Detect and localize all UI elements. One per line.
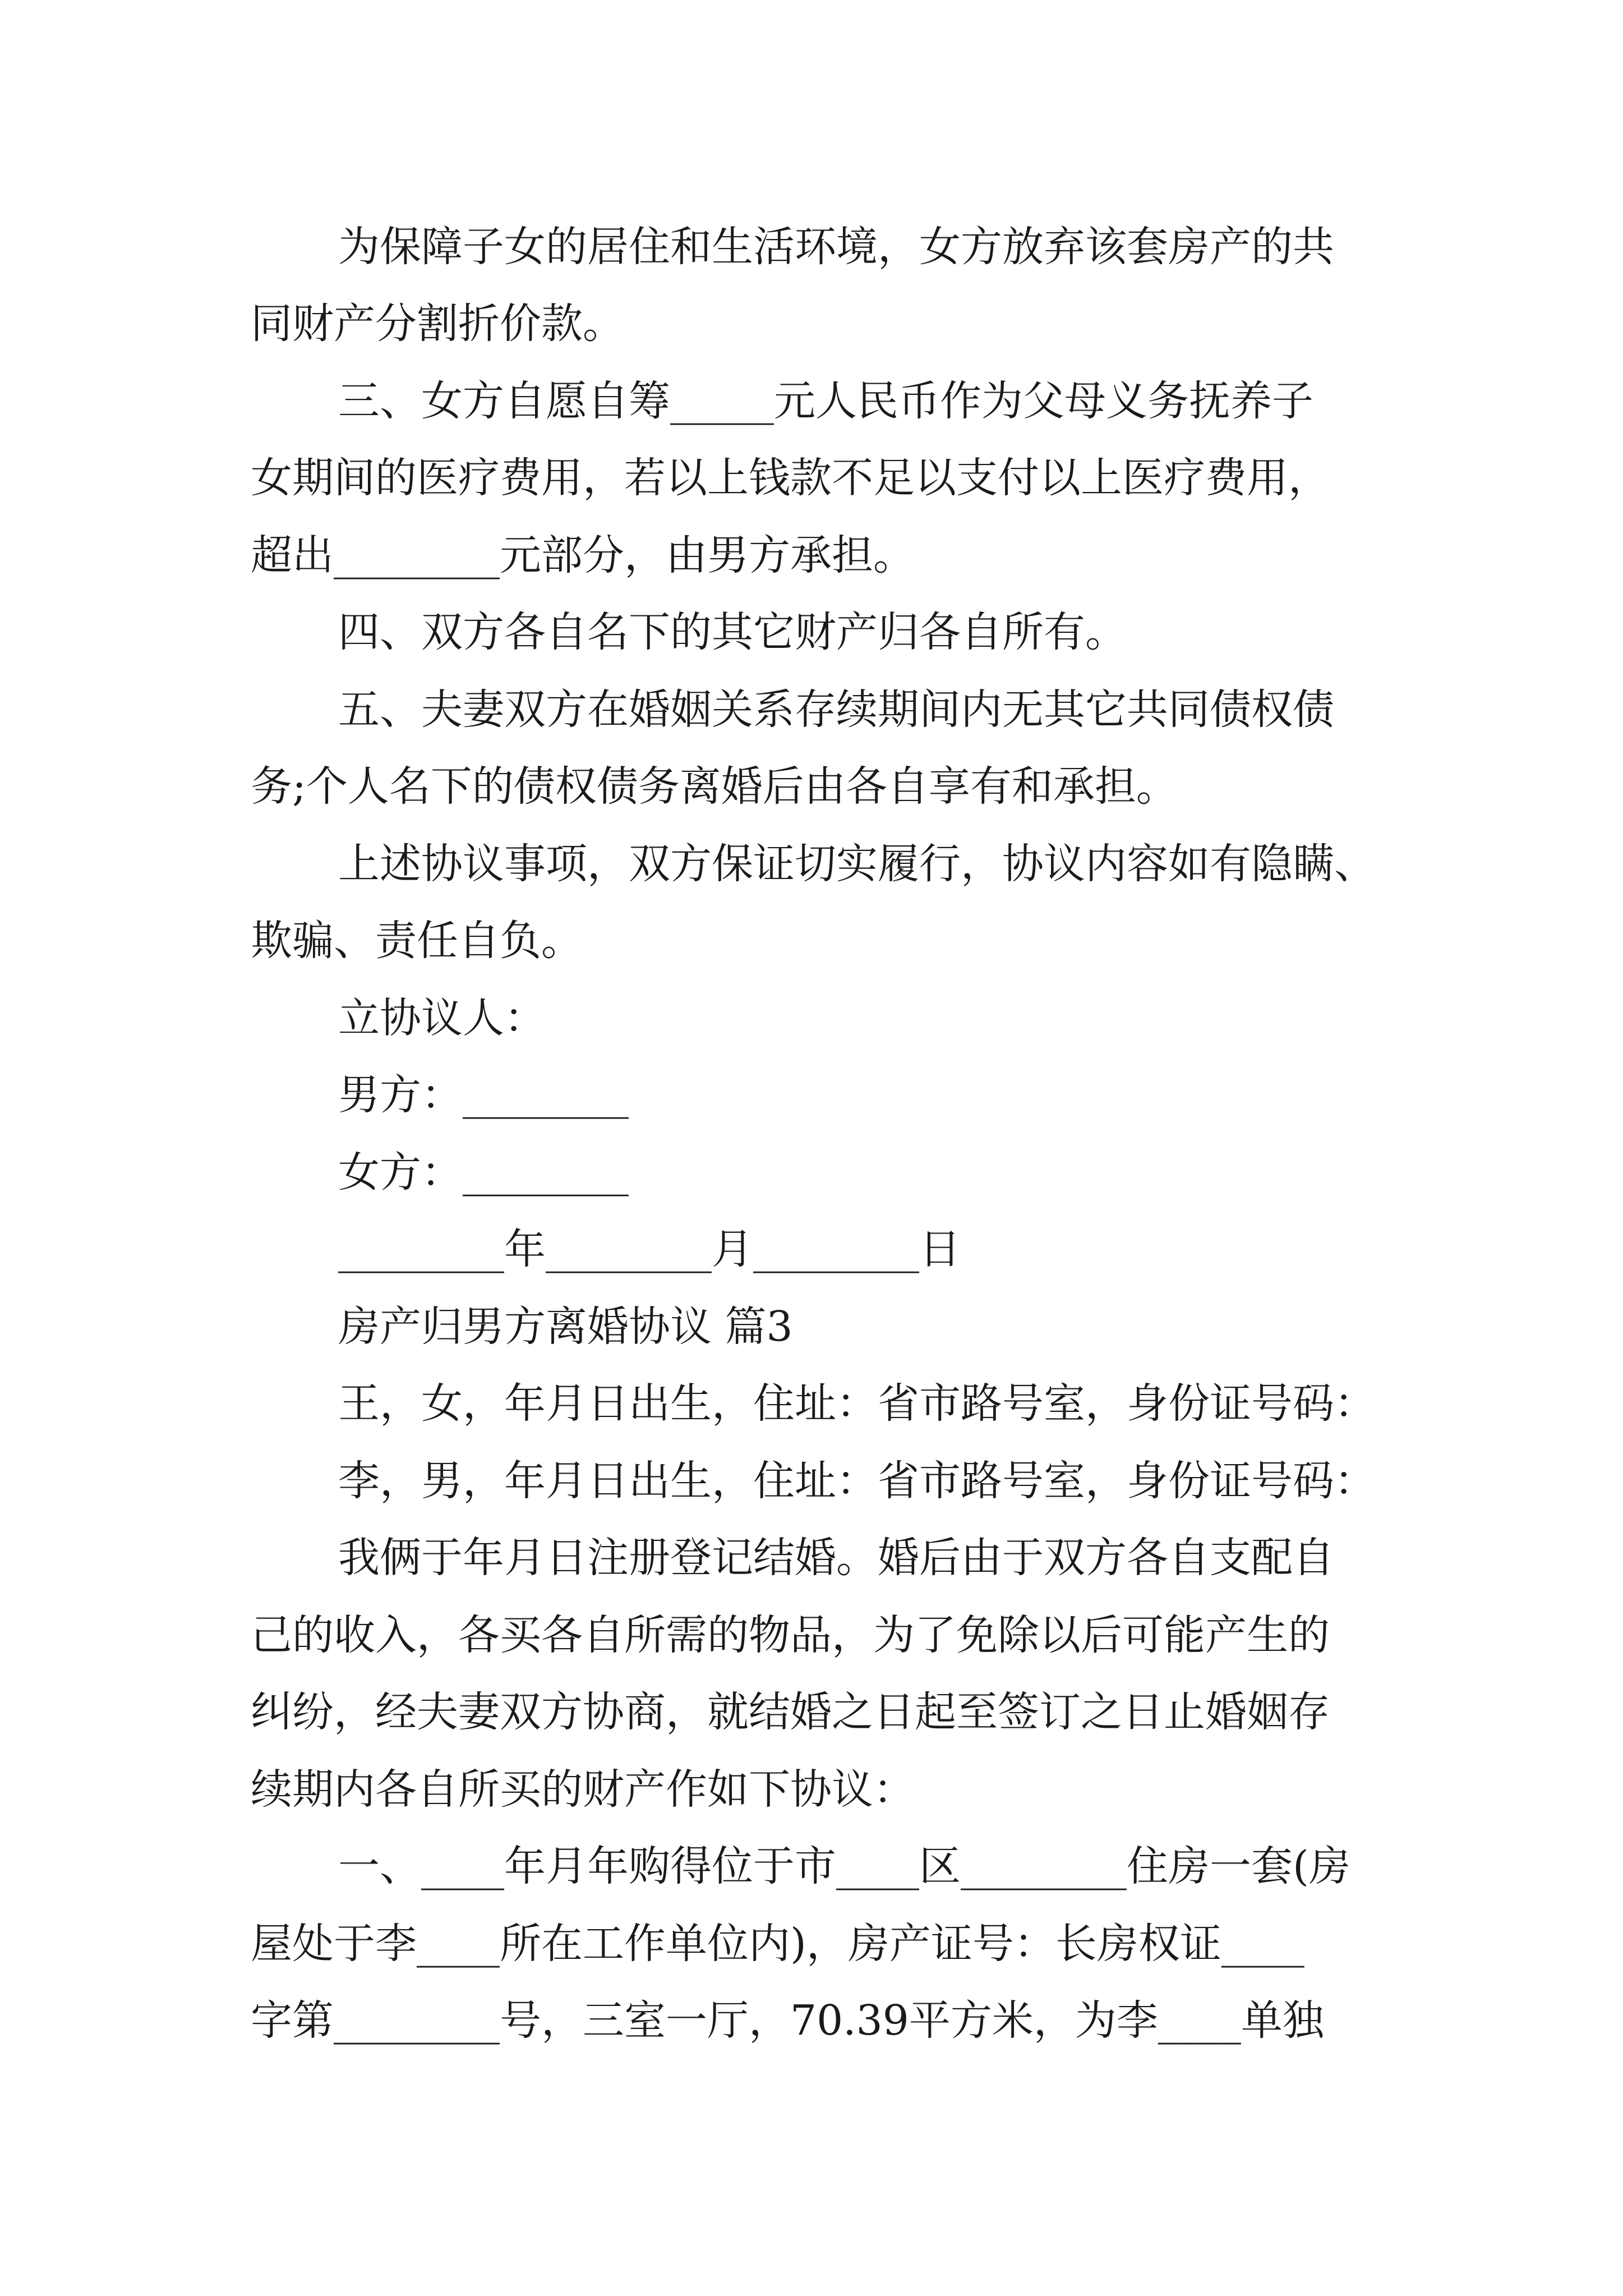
male-party-signature-line: 男方：________ [338, 1071, 629, 1119]
party-wang-line: 王，女，年月日出生，住址：省市路号室，身份证号码： [338, 1379, 1376, 1428]
signatories-label: 立协议人： [338, 994, 546, 1042]
party-li-line: 李，男，年月日出生，住址：省市路号室，身份证号码： [338, 1457, 1376, 1505]
paragraph-line: 我俩于年月日注册登记结婚。婚后由于双方各自支配自 [338, 1534, 1334, 1582]
paragraph-line: 己的收入，各买各自所需的物品，为了免除以后可能产生的 [251, 1611, 1330, 1659]
paragraph-line: 屋处于李____所在工作单位内)，房产证号：长房权证____ [251, 1920, 1304, 1968]
paragraph-line: 同财产分割折价款。 [251, 300, 624, 348]
paragraph-line: 续期内各自所买的财产作如下协议： [251, 1765, 915, 1814]
paragraph-line: 字第________号，三室一厅，70.39平方米，为李____单独 [251, 1996, 1324, 2045]
female-party-signature-line: 女方：________ [338, 1148, 629, 1197]
date-line: ________年________月________日 [338, 1225, 961, 1273]
clause-3-line: 三、女方自愿自筹_____元人民币作为父母义务抚养子 [338, 377, 1313, 425]
clause-1-line: 一、____年月年购得位于市____区________住房一套(房 [338, 1842, 1350, 1890]
paragraph-line: 上述协议事项，双方保证切实履行，协议内容如有隐瞒、 [338, 840, 1376, 888]
clause-5-line: 五、夫妻双方在婚姻关系存续期间内无其它共同债权债 [338, 685, 1334, 734]
paragraph-line: 欺骗、责任自负。 [251, 917, 583, 965]
paragraph-line: 为保障子女的居住和生活环境，女方放弃该套房产的共 [338, 223, 1334, 271]
section-heading: 房产归男方离婚协议 篇3 [338, 1303, 793, 1351]
paragraph-line: 超出________元部分，由男方承担。 [251, 531, 915, 579]
paragraph-line: 务;个人名下的债权债务离婚后由各自享有和承担。 [251, 762, 1178, 811]
paragraph-line: 纠纷，经夫妻双方协商，就结婚之日起至签订之日止婚姻存 [251, 1688, 1330, 1736]
paragraph-line: 女期间的医疗费用，若以上钱款不足以支付以上医疗费用， [251, 454, 1330, 502]
clause-4-line: 四、双方各自名下的其它财产归各自所有。 [338, 608, 1127, 656]
